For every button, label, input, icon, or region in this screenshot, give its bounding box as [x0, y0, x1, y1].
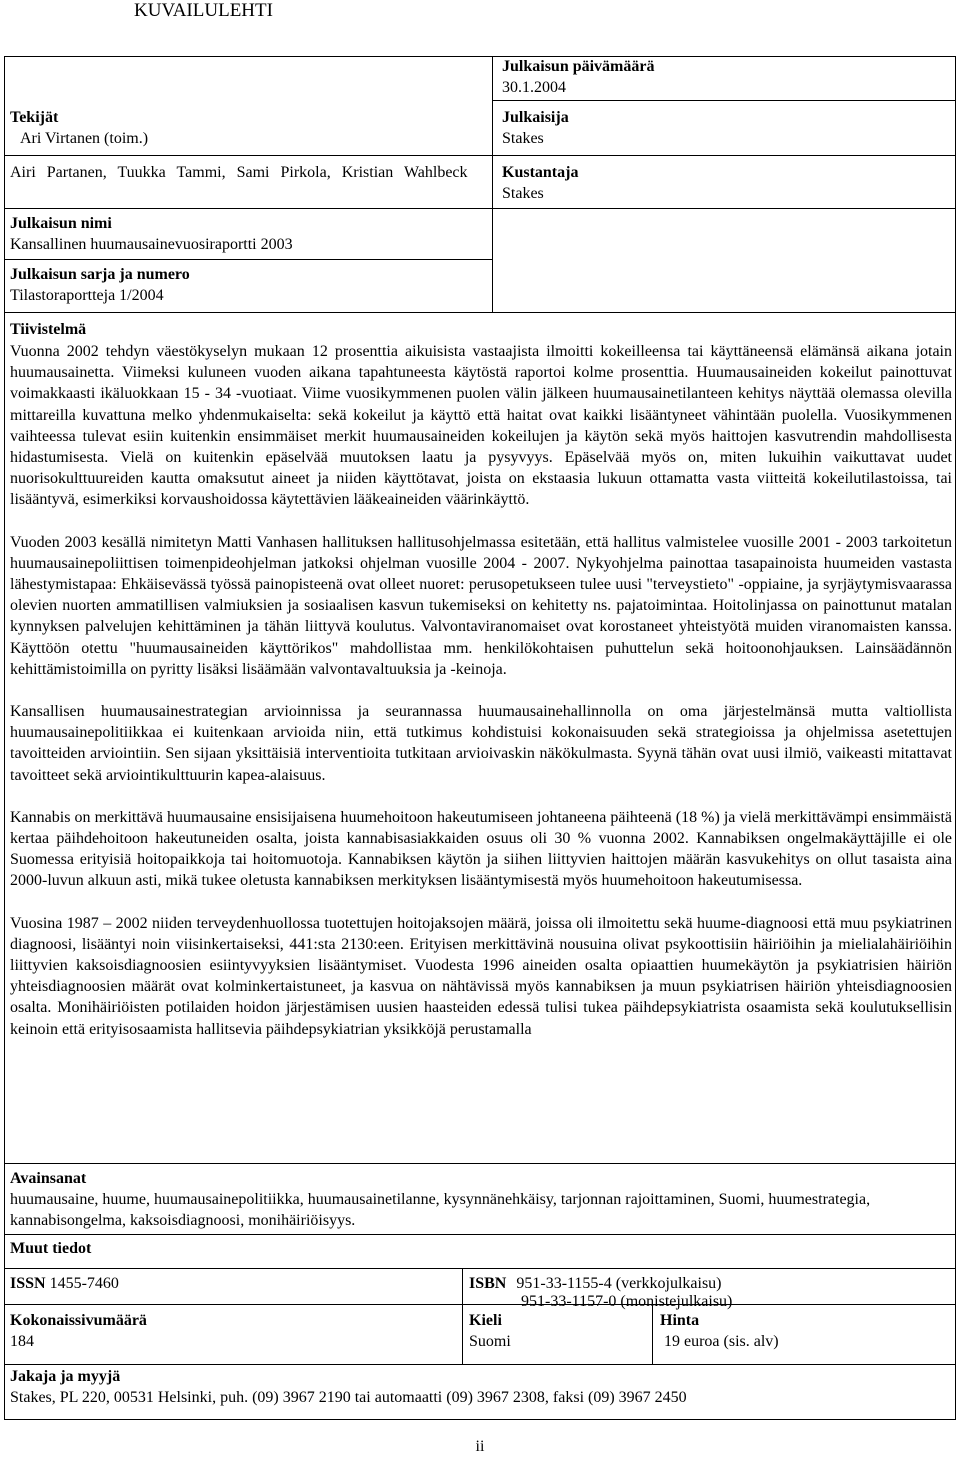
- other-info-label: Muut tiedot: [10, 1240, 92, 1257]
- divider: [4, 1364, 956, 1365]
- price-value: 19 euroa (sis. alv): [664, 1333, 779, 1350]
- authors-label: Tekijät: [10, 109, 59, 126]
- other-authors: Airi Partanen, Tuukka Tammi, Sami Pirkola, Kristian Wahlbeck: [10, 164, 468, 181]
- isbn-label: ISBN: [469, 1275, 507, 1292]
- divider: [4, 1163, 956, 1164]
- issuer-label: Kustantaja: [502, 164, 579, 181]
- abstract-paragraph: Vuosina 1987 – 2002 niiden terveydenhuollossa tuotettujen hoitojaksojen määrä, joissa oli ilmoitettu sekä huume-diagnoosi että muu psykiatrinen diagnoosi, lisääntyi noin viisinkertaiseksi, 441:sta 2130:een. Erityisen merkittävinä nousuina olivat psykoottisiin häiriöihin ja mielialahäiriöihin liittyvien kaksoisdiagnoosien esiintyvyyksien lisääntymiset. Vuodesta 1996 aineiden osalta opiaattien huumekäytön ja psykiatrisien häiriön yhteisdiagnoosien määrät ovat kolminkertaistuneet, ja kasvua on nähtävissä myös kannabiksen ja muun psykiatrisen häiriön yhteisdiagnoosien osalta. Monihäiriöisten potilaiden hoidon järjestämisen uusien haasteiden edessä tulisi tukea päihdepsykiatrista osaamista sekä koulutuksellisin keinoin että erityisosaamista hallitsevia päihdepsykiatrian yksikköjä perustamalla: [10, 914, 952, 1038]
- keywords-value: huumausaine, huume, huumausainepolitiikka, huumausainetilanne, kysynnänehkäisy, tarjonnan rajoittaminen, Suomi, huumestrategia, kannabisongelma, kaksoisdiagnoosi, monihäiriöisyys.: [10, 1191, 871, 1229]
- pub-date-block: [502, 56, 952, 98]
- language-value: Suomi: [469, 1333, 511, 1350]
- publisher-value: Stakes: [502, 130, 544, 147]
- page-number: ii: [475, 1438, 485, 1455]
- divider: [462, 1268, 463, 1364]
- divider: [493, 208, 956, 209]
- keywords-label: Avainsanat: [10, 1170, 87, 1187]
- editor-name: Ari Virtanen (toim.): [20, 130, 149, 147]
- publication-name-label: Julkaisun nimi: [10, 215, 112, 232]
- distribution-label: Jakaja ja myyjä: [10, 1368, 121, 1385]
- publication-name: Kansallinen huumausainevuosiraportti 2003: [10, 236, 293, 253]
- divider: [4, 1268, 956, 1269]
- isbn-value-1: 951-33-1155-4 (verkkojulkaisu): [516, 1275, 722, 1292]
- abstract-text: [10, 341, 952, 1061]
- pages-block: [10, 1310, 450, 1352]
- issn-label: ISSN: [10, 1275, 46, 1292]
- abstract-paragraph: Vuonna 2002 tehdyn väestökyselyn mukaan 12 prosenttia aikuisista vastaajista ilmoitti kokeilleensa tai käyttäneensä elämänsä aikana jotain huumausainetta. Viimeksi kuluneen vuoden aikana tapahtuneesta käytöstä raportoi kolme prosenttia. Huumausaineiden kokeilut painottuvat voimakkaasti ikäluokkaan 15 - 34 -vuotiaat. Viime vuosikymmenen puolen välin jälkeen huumausainetilanteen kehitys näyttää olemassa olevilla mittareilla kuvattuna melko yhdenmukaiselta: sekä kokeilut ja käyttö että haitat ovat kaikki lisääntyneet vähintään puolella. Vuosikymmenen vaihteessa tulevat esiin kuitenkin ensimmäiset merkit huumausaineiden kokeilujen ja käytön sekä myös haittojen kasvutrendin mahdollisesta hidastumisesta. Vielä on kuitenkin epäselvää muutoksen laatu ja pysyvyys. Epäselvää myös on, miten lukuihin vaikuttavat uudet nuorisokulttuureiden kautta omaksutut aineet ja niiden käyttötavat, joista on ekstaasia lukuun ottamatta vasta viitteitä kokeilutilastoissa, tai lisääntyvä, esimerkiksi korvaushoidossa käytettävien lääkeaineiden väärinkäyttö.: [10, 343, 952, 509]
- pages-value: 184: [10, 1333, 34, 1350]
- pub-date-label: Julkaisun päivämäärä: [502, 58, 655, 75]
- issuer-block: [502, 162, 952, 204]
- isbn-block: [469, 1273, 949, 1310]
- publication-name-block: [10, 213, 490, 255]
- divider: [652, 1304, 653, 1364]
- divider: [4, 1234, 956, 1235]
- series-block: [10, 264, 490, 306]
- divider: [4, 155, 493, 156]
- divider: [4, 312, 956, 313]
- distribution-block: [10, 1366, 950, 1408]
- abstract-label: Tiivistelmä: [10, 321, 87, 338]
- language-label: Kieli: [469, 1312, 502, 1329]
- price-block: [660, 1310, 950, 1352]
- pages-label: Kokonaissivumäärä: [10, 1312, 147, 1329]
- issn-block: [10, 1273, 450, 1294]
- other-authors-block: [10, 162, 490, 183]
- series-label: Julkaisun sarja ja numero: [10, 266, 190, 283]
- price-label: Hinta: [660, 1312, 700, 1329]
- divider: [493, 155, 956, 156]
- publisher-block: [502, 107, 952, 149]
- divider: [493, 100, 956, 101]
- publisher-label: Julkaisija: [502, 109, 569, 126]
- issn-value: 1455-7460: [49, 1275, 119, 1292]
- divider: [4, 1304, 956, 1305]
- page-title: KUVAILULEHTI: [134, 0, 273, 21]
- header-divider: [492, 56, 493, 312]
- authors-block: [10, 107, 490, 149]
- abstract-paragraph: Kannabis on merkittävä huumausaine ensisijaisena huumehoitoon hakeutumiseen johtaneena päihteenä (18 %) ja vielä merkittävämpi ensimmäistä kertaa päihdehoitoon hakeutuneiden osalta, joista kannabisasiakkaiden osuus oli 30 % vuonna 2002. Kannabiksen ongelmakäyttäjille ei ole Suomessa erityisiä hoitopaikkoja tai hoitomuotoja. Kannabiksen käytön ja siihen liittyvien haittojen määrän kasvukehitys on ollut tasaista aina 2000-luvun alkuun asti, mikä tukee oletusta kannabiksen merkityksen lisääntymisestä myös huumehoitoon hakeutumisessa.: [10, 808, 952, 890]
- language-block: [469, 1310, 649, 1352]
- series-value: Tilastoraportteja 1/2004: [10, 287, 164, 304]
- divider: [4, 259, 493, 260]
- isbn-value-2: 951-33-1157-0 (monistejulkaisu): [521, 1293, 733, 1310]
- divider: [4, 208, 493, 209]
- abstract-paragraph: Kansallisen huumausainestrategian arvioinnissa ja seurannassa huumausainehallinnolla on oma järjestelmänsä mutta valtiollista huumausainepolitiikkaa ei kuitenkaan arvioida niin, että tutkimus kohdistuisi kokonaisuuden sekä strategioissa ja ohjelmissa asetettujen tavoitteiden arviointiin. Sen sijaan yksittäisiä interventioita tutkitaan arvioivaskin näkökulmasta. Syynä tähän ovat uusi ilmiö, vaikeasti mitattavat tavoitteet sekä arviointikulttuurin kapea-alaisuus.: [10, 703, 952, 784]
- issuer-value: Stakes: [502, 185, 544, 202]
- abstract-paragraph: Vuoden 2003 kesällä nimitetyn Matti Vanhasen hallituksen hallitusohjelmassa esitetään, että hallitus valmistelee vuosille 2001 - 2003 tarkoitetun huumausainepoliittisen toimenpideohjelman jatkoksi ohjelman vuosille 2004 - 2007. Nykyohjelma painottaa tasapainoista huumeiden vastasta lähestymistapaa: Ehkäisevässä työssä painopisteenä ovat olleet nuoret: perusopetukseen tulee uusi "terveystieto" -oppiaine, ja syrjäytymisvaarassa olevien nuorten ammatillisen valmiuksien ja sosiaalisen kasvun tukemiseksi on kehitetty ns. pajatoimintaa. Hoitolinjassa on painottunut matalan kynnyksen palvelujen kehittäminen ja tähän liittyvä koulutus. Valvontaviranomaiset ovat korostaneet yhteistyötä muiden viranomaisten kanssa. Käyttöön otettu "huumausaineiden käyttörikos" mahdollistaa mm. henkilökohtaisen puhuttelun sekä hoitoonohjauksen. Lainsäädännön kehittämistoimilla on pyritty lisäksi lisäämään valvontavaltuuksia ja -keinoja.: [10, 533, 952, 678]
- distribution-value: Stakes, PL 220, 00531 Helsinki, puh. (09) 3967 2190 tai automaatti (09) 3967 2308, faksi (09) 3967 2450: [10, 1389, 687, 1406]
- pub-date-value: 30.1.2004: [502, 79, 566, 96]
- keywords-block: [10, 1168, 950, 1231]
